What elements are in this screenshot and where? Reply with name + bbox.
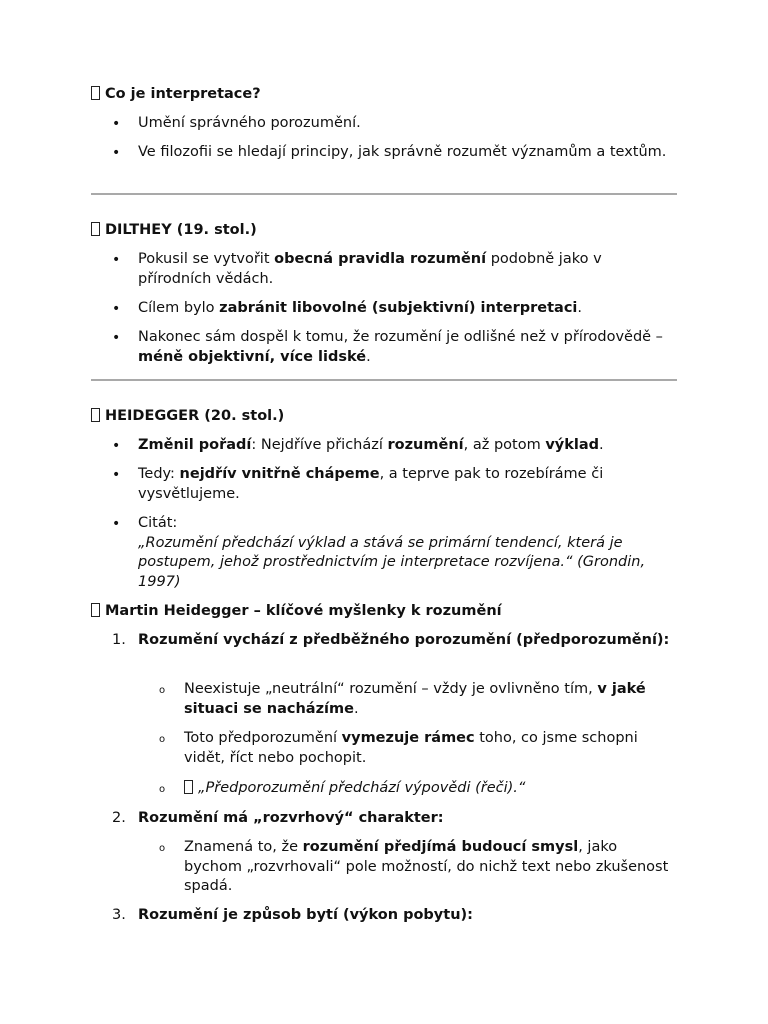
list-item: Změnil pořadí: Nejdříve přichází rozumění, až potom výklad. (138, 437, 604, 453)
bullet-marker: • (112, 145, 121, 161)
numbered-item-title: Rozumění je způsob bytí (výkon pobytu): (138, 907, 473, 923)
bullet-marker: • (112, 301, 121, 317)
list-number: 3. (112, 907, 126, 923)
sub-bullet-marker: o (159, 784, 166, 795)
sub-list-item-quote: „Předporozumění předchází výpovědi (řeči).“ (184, 779, 678, 799)
sub-bullet-marker: o (159, 685, 166, 696)
list-item: Tedy: nejdřív vnitřně chápeme, a teprve pak to rozebíráme či vysvětlujeme. (138, 466, 604, 502)
list-item: Umění správného porozumění. (138, 115, 361, 131)
list-number: 2. (112, 810, 126, 826)
sub-bullet-marker: o (159, 734, 166, 745)
section-heading-dilthey: DILTHEY (19. stol.) (91, 221, 257, 240)
list-number: 1. (112, 632, 126, 648)
bullet-marker: • (112, 116, 121, 132)
missing-glyph-icon (91, 603, 100, 617)
bullet-marker: • (112, 438, 121, 454)
numbered-item-title: Rozumění vychází z předběžného porozumění (předporozumění): (138, 632, 670, 648)
horizontal-divider (91, 193, 677, 195)
numbered-item-title: Rozumění má „rozvrhový“ charakter: (138, 810, 444, 826)
horizontal-divider (91, 379, 677, 381)
missing-glyph-icon (91, 222, 100, 236)
section-heading-heidegger: HEIDEGGER (20. stol.) (91, 407, 284, 426)
sub-list-item: Neexistuje „neutrální“ rozumění – vždy je ovlivněno tím, v jaké situaci se nacházíme. (184, 681, 646, 717)
sub-list-item: Toto předporozumění vymezuje rámec toho, co jsme schopni vidět, říct nebo pochopit. (184, 730, 638, 766)
bullet-marker: • (112, 252, 121, 268)
bullet-marker: • (112, 467, 121, 483)
missing-glyph-icon (91, 86, 100, 100)
sub-bullet-marker: o (159, 843, 166, 854)
missing-glyph-icon (91, 408, 100, 422)
list-item: Nakonec sám dospěl k tomu, že rozumění je odlišné než v přírodovědě – méně objektivní, více lidské. (138, 329, 663, 365)
section-heading-key-ideas: Martin Heidegger – klíčové myšlenky k rozumění (91, 602, 502, 621)
bullet-marker: • (112, 330, 121, 346)
list-item: Pokusil se vytvořit obecná pravidla rozumění podobně jako v přírodních vědách. (138, 251, 602, 287)
list-item-quote: Citát: „Rozumění předchází výklad a stává se primární tendencí, která je postupem, jehož prostřednictvím je interpretace rozvíjena.“ (Grondin, 1997) (138, 515, 646, 590)
sub-list-item: Znamená to, že rozumění předjímá budoucí smysl, jako bychom „rozvrhovali“ pole možností, do nichž text nebo zkušenost spadá. (184, 839, 669, 894)
bullet-marker: • (112, 516, 121, 532)
missing-glyph-icon (184, 780, 193, 794)
list-item: Cílem bylo zabránit libovolné (subjektivní) interpretaci. (138, 300, 583, 316)
list-item: Ve filozofii se hledají principy, jak správně rozumět významům a textům. (138, 144, 667, 160)
section-heading-interpretation: Co je interpretace? (91, 85, 261, 104)
